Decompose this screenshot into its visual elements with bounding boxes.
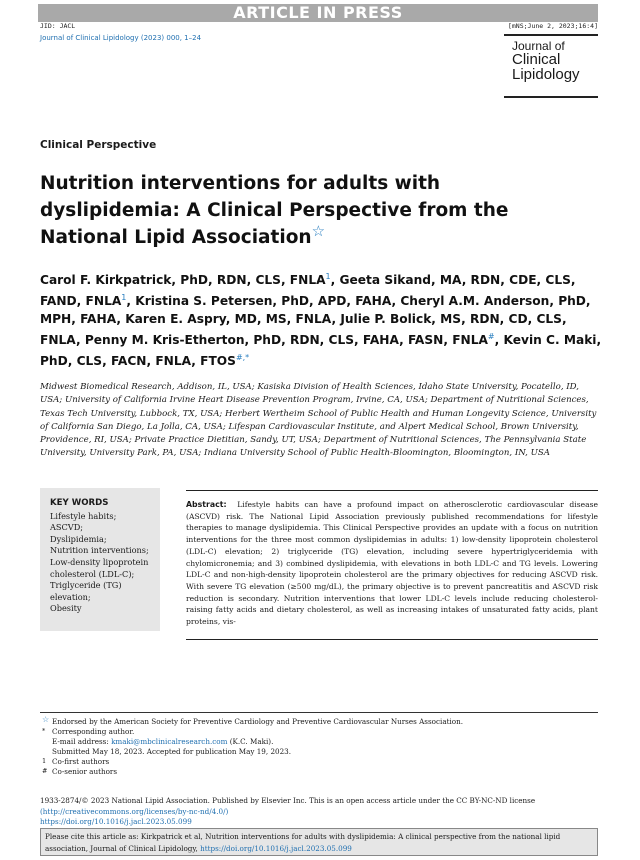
author-name[interactable]: Kristina S. Petersen, PhD, APD, FAHA [135,294,392,309]
email-suffix: (K.C. Maki). [227,737,274,746]
keywords-heading: KEY WORDS [50,498,109,508]
license-link[interactable]: (http://creativecommons.org/licenses/by-nc-nd/4.0/) [40,806,229,816]
keyword-item: Dyslipidemia; [50,533,107,544]
cosenior-marker: # [42,767,48,775]
citation-text: Please cite this article as: Kirkpatrick et al, Nutrition interventions for adults with dyslipidemia: A clinical perspective from the national lipid association, Journal of Clinical Lipidology, [45,832,561,853]
keyword-item: ASCVD; [50,522,84,533]
abstract-section [186,490,598,646]
author-affiliation-marker[interactable]: 1 [121,293,127,303]
abstract-label: Abstract: [186,500,227,509]
citation-doi-link[interactable]: https://doi.org/10.1016/j.jacl.2023.05.099 [200,843,352,853]
author-name[interactable]: Cheryl A.M. Anderson, PhD, MPH, FAHA [40,294,591,327]
footnote-cofirst [40,757,598,767]
author-affiliation-marker[interactable]: 1 [325,272,331,281]
affiliations: Midwest Biomedical Research, Addison, IL, USA; Kasiska Division of Health Sciences, Idaho State University, Pocatello, ID, USA; University of California Irvine Heart Disease Prevention Program, Irvine, CA, USA; Department of Nutritional Sciences, Texas Tech University, Lubbock, TX, USA; Herbert Wertheim School of Public Health and Human Longevity Science, University of California San Diego, La Jolla, CA, USA; Lifespan Cardiovascular Institute, and Alpert Medical School, Brown University, Providence, RI, USA; Private Practice Dietitian, Sandy, UT, USA; Department of Nutritional Sciences, The Pennsylvania State University, University Park, PA, USA; Indiana University School of Public Health-Bloomington, Bloomington, IN, USA [40,382,597,459]
footnote-corresponding-text: Corresponding author. [52,727,135,736]
author-name[interactable]: Carol F. Kirkpatrick, PhD, RDN, CLS, FNLA [40,273,326,288]
abstract-bottom-rule [186,639,598,640]
star-marker-icon: ☆ [42,715,50,724]
footnote-endorsement-text: Endorsed by the American Society for Preventive Cardiology and Preventive Cardiovascular Nurses Association. [52,717,464,726]
footnote-cosenior-text: Co-senior authors [52,767,118,776]
cofirst-marker: 1 [42,757,47,765]
keyword-item: Lifestyle habits; [50,510,117,521]
title-footnote-star-icon[interactable]: ☆ [311,221,326,240]
journal-logo-line-1: Journal of [512,39,565,53]
email-prefix: E-mail address: [52,737,112,746]
footnote-endorsement [40,717,598,727]
keyword-item: cholesterol (LDL-C); [50,568,135,579]
abstract-text: Lifestyle habits can have a profound impact on atherosclerotic cardiovascular disease (ASCVD) risk. The National Lipid Association previously published recommendations for lifestyle therapies to manage dyslipidemia. This Clinical Perspective provides an update with a focus on nutrition interventions for the three most common dyslipidemias in adults: 1) low-density lipoprotein cholesterol (LDL-C) elevation; 2) triglyceride (TG) elevation, including severe hypertriglyceridemia with chylomicronemia; and 3) combined dyslipidemia, with elevations in both LDL-C and TG levels. Lowering LDL-C and non-high-density lipoprotein cholesterol are the primary objectives for reducing ASCVD risk. With severe TG elevation (≥500 mg/dL), the primary objective is to prevent pancreatitis and ASCVD risk reduction is secondary. Nutrition interventions that lower LDL-C levels include reducing cholesterol-raising fatty acids and dietary cholesterol, as well as increasing intakes of unsaturated fatty acids, plant proteins, vis- [186,500,598,627]
email-link[interactable]: kmaki@mbclinicalresearch.com [111,737,228,746]
author-affiliation-marker[interactable]: #,* [235,353,250,363]
article-title-text: Nutrition interventions for adults with dyslipidemia: A Clinical Perspective from the National Lipid Association [40,173,509,248]
author-separator: , [75,333,85,348]
keyword-item: Nutrition interventions; [50,545,149,556]
author-list [40,268,602,370]
author-separator: , [494,333,504,348]
author-separator: , [331,312,341,327]
keyword-item: Obesity [50,603,82,614]
asterisk-marker: * [42,727,46,735]
author-separator: , [126,294,136,309]
doi-link[interactable]: https://doi.org/10.1016/j.jacl.2023.05.099 [40,817,192,826]
footnotes [40,712,598,777]
keyword-item: Low-density lipoprotein [50,556,149,567]
footnote-cofirst-text: Co-first authors [52,757,110,766]
copyright-notice [40,796,598,828]
author-affiliation-marker[interactable]: # [487,332,495,342]
author-name[interactable]: Geeta Sikand, MA, RDN, CDE, CLS, FAND, FNLA [40,273,576,309]
author-separator: , [330,273,340,288]
manuscript-stamp: [mNS;June 2, 2023;16:4] [507,22,598,30]
article-in-press-banner: ARTICLE IN PRESS [38,4,598,22]
article-type-label: Clinical Perspective [40,139,157,151]
keywords-box [40,488,160,631]
journal-logo [504,34,598,98]
journal-logo-line-2: Clinical [512,51,561,68]
journal-id: JID: JACL [40,22,76,30]
author-separator: , [391,294,401,309]
author-name[interactable]: Penny M. Kris-Etherton, PhD, RDN, CLS, FAHA, FASN, FNLA [84,333,488,348]
author-separator: , [116,312,126,327]
journal-logo-line-3: Lipidology [512,66,580,83]
citation-box [40,828,598,856]
keyword-item: Triglyceride (TG) [50,580,122,591]
keyword-item: elevation; [50,591,91,602]
author-name[interactable]: Julie P. Bolick, MS, RDN, CD, CLS, FNLA [40,312,567,348]
article-title [40,170,510,251]
footnote-submitted: Submitted May 18, 2023. Accepted for publication May 19, 2023. [52,747,292,756]
footnote-email [40,737,598,747]
footnote-corresponding [40,727,598,737]
footnote-cosenior [40,767,598,777]
journal-reference-link[interactable]: Journal of Clinical Lipidology (2023) 000, 1–24 [40,34,202,42]
author-name[interactable]: Karen E. Aspry, MD, MS, FNLA [125,312,332,327]
copyright-line: 1933-2874/© 2023 National Lipid Association. Published by Elsevier Inc. This is an open access article under the CC BY-NC-ND license [40,796,536,805]
author-name[interactable]: Kevin C. Maki, PhD, CLS, FACN, FNLA, FTOS [40,333,602,369]
abstract-body [186,499,598,627]
